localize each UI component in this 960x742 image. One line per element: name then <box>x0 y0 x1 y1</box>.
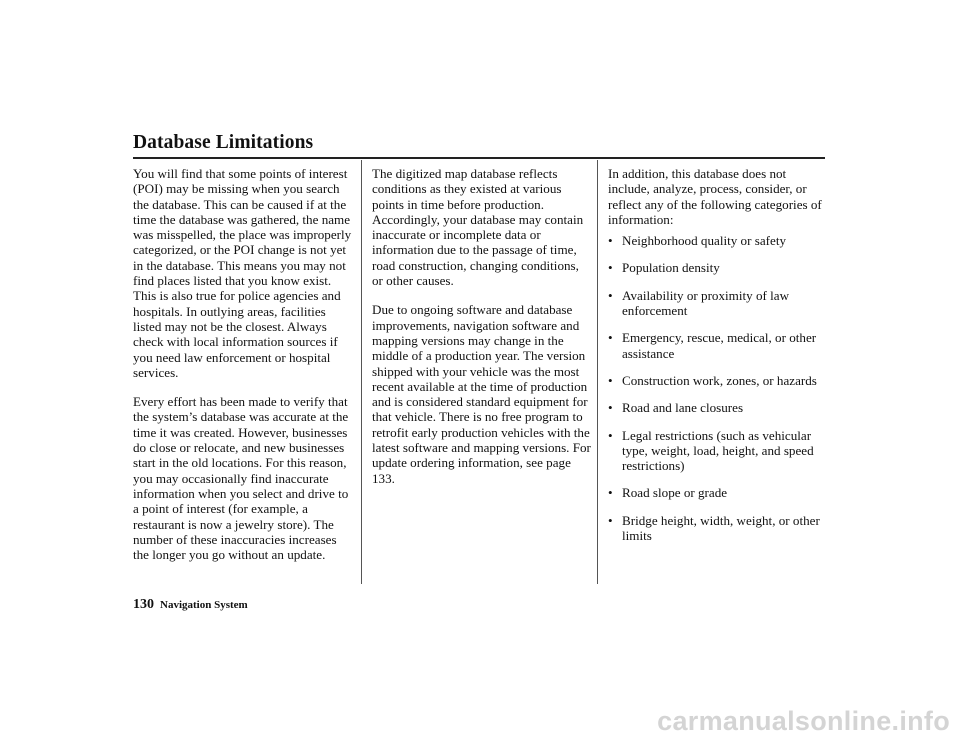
bullet-icon: • <box>608 400 613 416</box>
column-left <box>133 166 353 576</box>
page-footer <box>133 597 248 613</box>
watermark: carmanualsonline.info <box>657 706 950 736</box>
list-item: • Construction work, zones, or hazards <box>608 372 817 388</box>
bullet-icon: • <box>608 260 613 276</box>
page-number: 130 <box>133 597 154 612</box>
list-item: • Availability or proximity of law enforcement <box>608 287 790 319</box>
bullet-icon: • <box>608 485 613 501</box>
list-item: • Emergency, rescue, medical, or other assistance <box>608 330 817 361</box>
section-name: Navigation System <box>160 599 248 611</box>
list-item: • Neighborhood quality or safety <box>608 233 786 249</box>
column-right <box>608 166 828 555</box>
list-item: • Legal restrictions (such as vehicular type, weight, load, height, and speed restrictions) <box>608 427 814 474</box>
list-item: • Road and lane closures <box>608 400 744 416</box>
bullet-icon: • <box>608 372 613 388</box>
paragraph-software-updates: Due to ongoing software and database improvements, navigation software and mapping versions may change in the middle of a production year. The version shipped with your vehicle was the most recent available at the time of production and is considered standard equipment for that vehicle. There is no free program to retrofit early production vehicles with the latest software and mapping versions. For update ordering information, see page 133. <box>372 302 591 486</box>
bullet-icon: • <box>608 512 613 528</box>
column-divider-1 <box>361 160 362 584</box>
list-item: • Population density <box>608 260 720 276</box>
list-item: • Road slope or grade <box>608 485 728 501</box>
bullet-icon: • <box>608 427 613 443</box>
excluded-categories-list <box>608 233 828 543</box>
bullet-icon: • <box>608 330 613 346</box>
bullet-icon: • <box>608 233 613 249</box>
paragraph-database-accuracy: Every effort has been made to verify that the system’s database was accurate at the time it was created. However, businesses do close or relocate, and new businesses start in the old locations. For this reason, you may occasionally find inaccurate information when you select and drive to a point of interest (for example, a restaurant is now a jewelry store). The number of these inaccuracies increases the longer you go without an update. <box>133 394 349 563</box>
paragraph-categories-intro: In addition, this database does not include, analyze, process, consider, or reflect any of the following categories of information: <box>608 166 822 227</box>
paragraph-map-database: The digitized map database reflects conditions as they existed at various points in time before production. Accordingly, your database may contain inaccurate or incomplete data or information due to the passage of time, road construction, changing conditions, or other causes. <box>372 166 584 289</box>
paragraph-poi-missing: You will find that some points of interest (POI) may be missing when you search the database. This can be caused if at the time the database was gathered, the name was misspelled, the place was improperly categorized, or the POI change is not yet in the database. This means you may not find places listed that you know exist. This is also true for police agencies and hospitals. In outlying areas, facilities listed may not be the closest. Always check with local information sources if you need law enforcement or hospital services. <box>133 166 352 380</box>
title-rule <box>133 157 825 159</box>
bullet-icon: • <box>608 287 613 303</box>
list-item: • Bridge height, width, weight, or other limits <box>608 512 820 544</box>
column-divider-2 <box>597 160 598 584</box>
column-middle <box>372 166 591 500</box>
page-title: Database Limitations <box>133 132 314 153</box>
